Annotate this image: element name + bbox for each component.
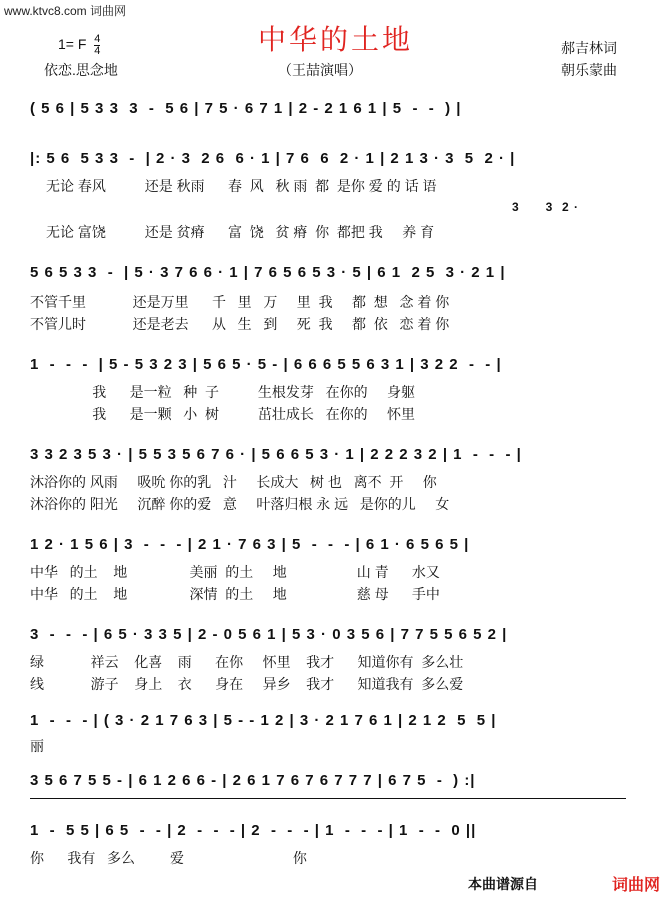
lyrics-row-10a: 你 我有 多么 爱 你 (30, 850, 307, 866)
notes-row-7: 3 - - - | 6 5 · 3 3 5 | 2 - 0 5 6 1 | 5 3 · 0 3 5 6 | 7 7 5 5 6 5 2 | (30, 626, 508, 643)
site-logo: 词曲网 (612, 877, 661, 894)
lyrics-row-6b: 中华 的土 地 深情 的土 地 慈 母 手中 (30, 586, 440, 602)
lyrics-row-3a: 不管千里 还是万里 千 里 万 里 我 都 想 念 着 你 (30, 294, 450, 310)
subtitle: 依恋.思念地 (44, 62, 118, 78)
lyrics-row-5a: 沐浴你的 风雨 吸吮 你的乳 汁 长成大 树 也 离不 开 你 (30, 474, 437, 490)
lyrics-row-4b: 我 是一颗 小 树 茁壮成长 在你的 怀里 (30, 406, 416, 422)
notes-row-4: 1 - - - | 5 - 5 3 2 3 | 5 6 5 · 5 - | 6 6 6 5 5 6 3 1 | 3 2 2 - - | (30, 356, 502, 373)
key-signature (58, 34, 100, 57)
lyrics-row-2b: 无论 富饶 还是 贫瘠 富 饶 贫 瘠 你 都把 我 养 育 (46, 224, 435, 240)
notes-row-2-extra: 3 3 2 · (512, 200, 580, 214)
lyrics-row-2a: 无论 春风 还是 秋雨 春 风 秋 雨 都 是你 爱 的 话 语 (46, 178, 437, 194)
notes-row-9: 3 5 6 7 5 5 - | 6 1 2 6 6 - | 2 6 1 7 6 7 6 7 7 7 | 6 7 5 - ) :| (30, 772, 476, 789)
notes-row-5: 3 3 2 3 5 3 · | 5 5 3 5 6 7 6 · | 5 6 6 5 3 · 1 | 2 2 2 3 2 | 1 - - - | (30, 446, 522, 463)
composer: 朝乐蒙曲 (561, 62, 617, 78)
singer: （王喆演唱） (278, 62, 362, 78)
notes-row-8: 1 - - - | ( 3 · 2 1 7 6 3 | 5 - - 1 2 | 3 · 2 1 7 6 1 | 2 1 2 5 5 | (30, 712, 497, 729)
site-watermark: www.ktvc8.com 词曲网 (4, 4, 127, 18)
lyrics-row-4a: 我 是一粒 种 子 生根发芽 在你的 身躯 (30, 384, 416, 400)
notes-row-2: |: 5 6 5 3 3 - | 2 · 3 2 6 6 · 1 | 7 6 6 2 · 1 | 2 1 3 · 3 5 2 · | (30, 150, 516, 167)
lyrics-row-7b: 线 游子 身上 衣 身在 异乡 我才 知道我有 多么爱 (30, 676, 464, 692)
lyrics-row-3b: 不管儿时 还是老去 从 生 到 死 我 都 依 恋 着 你 (30, 316, 450, 332)
source-text: 本曲谱源自 (468, 876, 538, 892)
lyrics-row-8a: 丽 (30, 738, 44, 754)
song-title: 中华的土地 (257, 24, 413, 55)
notes-row-10: 1 - 5 5 | 6 5 - - | 2 - - - | 2 - - - | 1 - - - | 1 - - 0 || (30, 822, 477, 839)
lyrics-row-5b: 沐浴你的 阳光 沉醉 你的爱 意 叶落归根 永 远 是你的儿 女 (30, 496, 450, 512)
lyrics-row-7a: 绿 祥云 化喜 雨 在你 怀里 我才 知道你有 多么壮 (30, 654, 464, 670)
notes-row-3: 5 6 5 3 3 - | 5 · 3 7 6 6 · 1 | 7 6 5 6 5 3 · 5 | 6 1 2 5 3 · 2 1 | (30, 264, 506, 281)
notes-row-6: 1 2 · 1 5 6 | 3 - - - | 2 1 · 7 6 3 | 5 - - - | 6 1 · 6 5 6 5 | (30, 536, 470, 553)
notes-row-1: ( 5 6 | 5 3 3 3 - 5 6 | 7 5 · 6 7 1 | 2 - 2 1 6 1 | 5 - - ) | (30, 100, 462, 117)
time-signature: $\frac{4}{4}$ (94, 33, 101, 57)
volta-line (30, 798, 626, 799)
lyrics-row-6a: 中华 的土 地 美丽 的土 地 山 青 水又 (30, 564, 440, 580)
lyricist: 郝吉林词 (561, 40, 617, 56)
key-label: 1= F (58, 36, 87, 53)
